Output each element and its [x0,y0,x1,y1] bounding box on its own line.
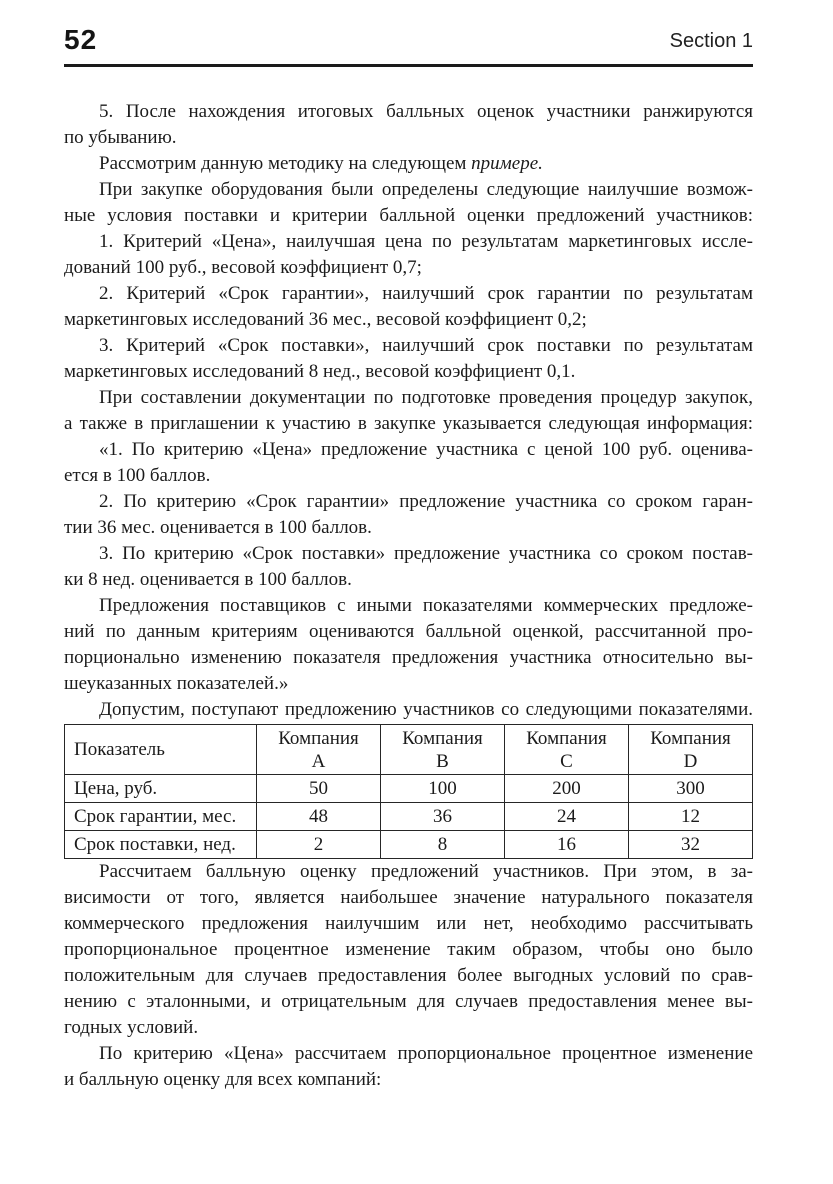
cell-value: 32 [629,831,753,859]
column-header-company-c: Компания C [505,725,629,775]
running-head [64,24,753,55]
paragraph-documentation [64,385,753,437]
offers-table [64,724,753,859]
header-divider [64,64,753,67]
text-run: Рассмотрим данную методику на следующем [99,153,472,174]
row-label: Цена, руб. [65,775,257,803]
paragraph-procurement-conditions [64,177,753,229]
table-header-row [65,725,753,775]
text-line: Допустим, поступают предложению участников со следующими показателями. [99,699,753,720]
text-line: 5. После нахождения итоговых балльных оценок участники ранжируются [99,101,753,122]
cell-value: 12 [629,803,753,831]
text-line: 2. Критерий «Срок гарантии», наилучший срок гарантии по результатам [99,283,753,304]
text-line: пропорциональное процентное изменение таким образом, чтобы оно было [64,939,753,960]
text-line: ний по данным критериям оцениваются балльной оценкой, рассчитанной про- [64,621,753,642]
text-line: ки 8 нед. оценивается в 100 баллов. [64,569,352,590]
text-line: положительным для случаев предоставления более выгодных условий по срав- [64,965,753,986]
cell-value: 50 [257,775,381,803]
text-line: По критерию «Цена» рассчитаем пропорциональное процентное изменение [99,1043,753,1064]
text-line: по убыванию. [64,127,177,148]
text-line: тии 36 мес. оценивается в 100 баллов. [64,517,372,538]
cell-value: 100 [381,775,505,803]
table-row-delivery [65,831,753,859]
text-line: Рассчитаем балльную оценку предложений участников. При этом, в за- [99,861,753,882]
paragraph-other-offers [64,593,753,697]
table-row-warranty [65,803,753,831]
row-label: Срок поставки, нед. [65,831,257,859]
paragraph-score-calculation [64,859,753,1041]
row-label: Срок гарантии, мес. [65,803,257,831]
text-line: маркетинговых исследований 36 мес., весовой коэффициент 0,2; [64,309,587,330]
page-number: 52 [64,24,98,55]
paragraph-criterion-warranty [64,281,753,333]
text-line: коммерческого предложения наилучшим или нет, необходимо рассчитывать [64,913,753,934]
text-line [64,151,753,177]
text-line: порционально изменению показателя предложения участника относительно вы- [64,647,753,668]
text-line: 3. По критерию «Срок поставки» предложение участника со сроком постав- [99,543,753,564]
paragraph-price-100-points [64,437,753,489]
text-run-italic: примере. [471,153,543,174]
column-header-indicator: Показатель [65,725,257,775]
text-line: «1. По критерию «Цена» предложение участника с ценой 100 руб. оценива- [99,439,753,460]
text-line: При составлении документации по подготовке проведения процедур закупок, [99,387,753,408]
cell-value: 36 [381,803,505,831]
text-line: а также в приглашении к участию в закупке указывается следующая информация: [64,413,753,434]
text-line: 3. Критерий «Срок поставки», наилучший срок поставки по результатам [99,335,753,356]
paragraph-warranty-100-points [64,489,753,541]
section-title: Section 1 [669,30,753,52]
text-line: висимости от того, является наибольшее значение натурального показателя [64,887,753,908]
cell-value: 16 [505,831,629,859]
paragraph-example-intro [64,151,753,177]
text-line: ется в 100 баллов. [64,465,211,486]
text-line: нению с эталонными, и отрицательным для случаев предоставления менее вы- [64,991,753,1012]
column-header-company-d: Компания D [629,725,753,775]
column-header-company-b: Компания B [381,725,505,775]
paragraph-delivery-100-points [64,541,753,593]
paragraph-5-ranking [64,99,753,151]
text-line: годных условий. [64,1017,199,1038]
cell-value: 24 [505,803,629,831]
cell-value: 200 [505,775,629,803]
paragraph-criterion-delivery [64,333,753,385]
text-line: 1. Критерий «Цена», наилучшая цена по результатам маркетинговых иссле- [99,231,753,252]
paragraph-assume-offers [64,697,753,723]
text-line: ные условия поставки и критерии балльной оценки предложений участников: [64,205,753,226]
text-line: и балльную оценку для всех компаний: [64,1069,382,1090]
paragraph-price-criterion-calc [64,1041,753,1093]
table-row-price [65,775,753,803]
cell-value: 8 [381,831,505,859]
paragraph-criterion-price [64,229,753,281]
cell-value: 48 [257,803,381,831]
text-line: При закупке оборудования были определены следующие наилучшие возмож- [99,179,753,200]
text-line: шеуказанных показателей.» [64,673,289,694]
text-line: 2. По критерию «Срок гарантии» предложение участника со сроком гаран- [99,491,753,512]
cell-value: 300 [629,775,753,803]
column-header-company-a: Компания A [257,725,381,775]
cell-value: 2 [257,831,381,859]
text-line: Предложения поставщиков с иными показателями коммерческих предложе- [99,595,753,616]
text-line: маркетинговых исследований 8 нед., весовой коэффициент 0,1. [64,361,576,382]
page-body [64,99,753,1093]
text-line: дований 100 руб., весовой коэффициент 0,7; [64,257,422,278]
